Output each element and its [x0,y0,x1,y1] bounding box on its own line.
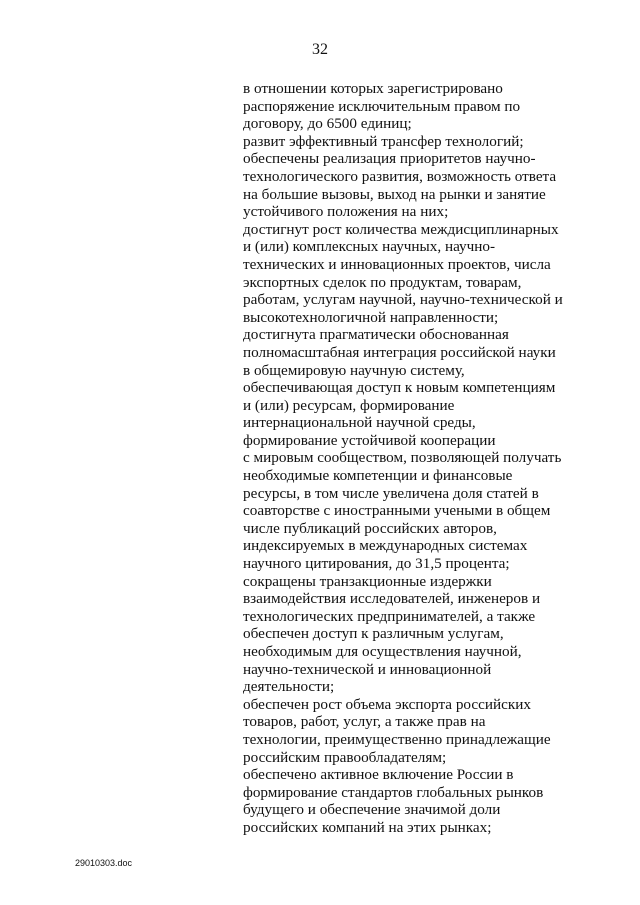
text-line: договору, до 6500 единиц; [243,115,412,133]
text-line: российским правообладателям; [243,748,447,766]
text-line: обеспечивающая доступ к новым компетенциям [243,379,556,397]
text-line: формирование устойчивой кооперации [243,431,496,449]
text-line: высокотехнологичной направленности; [243,308,499,326]
text-line: технологического развития, возможность ответа [243,167,557,185]
text-line: и (или) комплексных научных, научно- [243,238,496,256]
text-line: обеспечены реализация приоритетов научно- [243,150,536,168]
text-line: с мировым сообществом, позволяющей получать [243,449,562,467]
text-line: интернациональной научной среды, [243,414,476,432]
text-line: сокращены транзакционные издержки [243,572,492,590]
text-line: устойчивого положения на них; [243,203,449,221]
text-line: технологических предпринимателей, а также [243,607,536,625]
text-line: достигнут рост количества междисциплинарных [243,220,559,238]
text-line: товаров, работ, услуг, а также прав на [243,713,486,731]
text-line: взаимодействия исследователей, инженеров и [243,590,541,608]
text-line: в общемировую научную систему, [243,361,465,379]
text-line: индексируемых в международных системах [243,537,528,555]
text-line: соавторстве с иностранными учеными в общем [243,502,551,520]
text-line: в отношении которых зарегистрировано [243,80,503,97]
text-line: деятельности; [243,678,335,696]
text-line: полномасштабная интеграция российской науки [243,343,556,361]
text-line: обеспечено активное включение России в [243,766,514,784]
text-line: обеспечен рост объема экспорта российских [243,695,531,713]
page-number: 32 [312,41,328,58]
text-line: формирование стандартов глобальных рынков [243,783,544,801]
text-line: на большие вызовы, выход на рынки и занятие [243,185,546,203]
text-line: ресурсы, в том числе увеличена доля статей в [243,484,539,502]
text-line: российских компаний на этих рынках; [243,818,492,836]
text-line: технологии, преимущественно принадлежащие [243,730,551,748]
text-line: работам, услугам научной, научно-технической и [243,291,563,309]
body-text [243,80,583,837]
text-line: необходимым для осуществления научной, [243,643,522,660]
text-line: распоряжение исключительным правом по [243,97,521,115]
text-line: необходимые компетенции и финансовые [243,467,513,485]
text-line: технических и инновационных проектов, числа [243,255,551,273]
document-filename: 29010303.doc [75,858,133,868]
text-line: развит эффективный трансфер технологий; [243,132,524,150]
text-line: будущего и обеспечение значимой доли [243,801,501,819]
text-line: экспортных сделок по продуктам, товарам, [243,273,522,291]
text-line: научного цитирования, до 31,5 процента; [243,555,510,573]
text-line: числе публикаций российских авторов, [243,519,497,537]
text-line: достигнута прагматически обоснованная [243,326,509,344]
text-line: обеспечен доступ к различным услугам, [243,625,504,643]
text-line: и (или) ресурсам, формирование [243,396,455,414]
text-line: научно-технической и инновационной [243,660,492,678]
